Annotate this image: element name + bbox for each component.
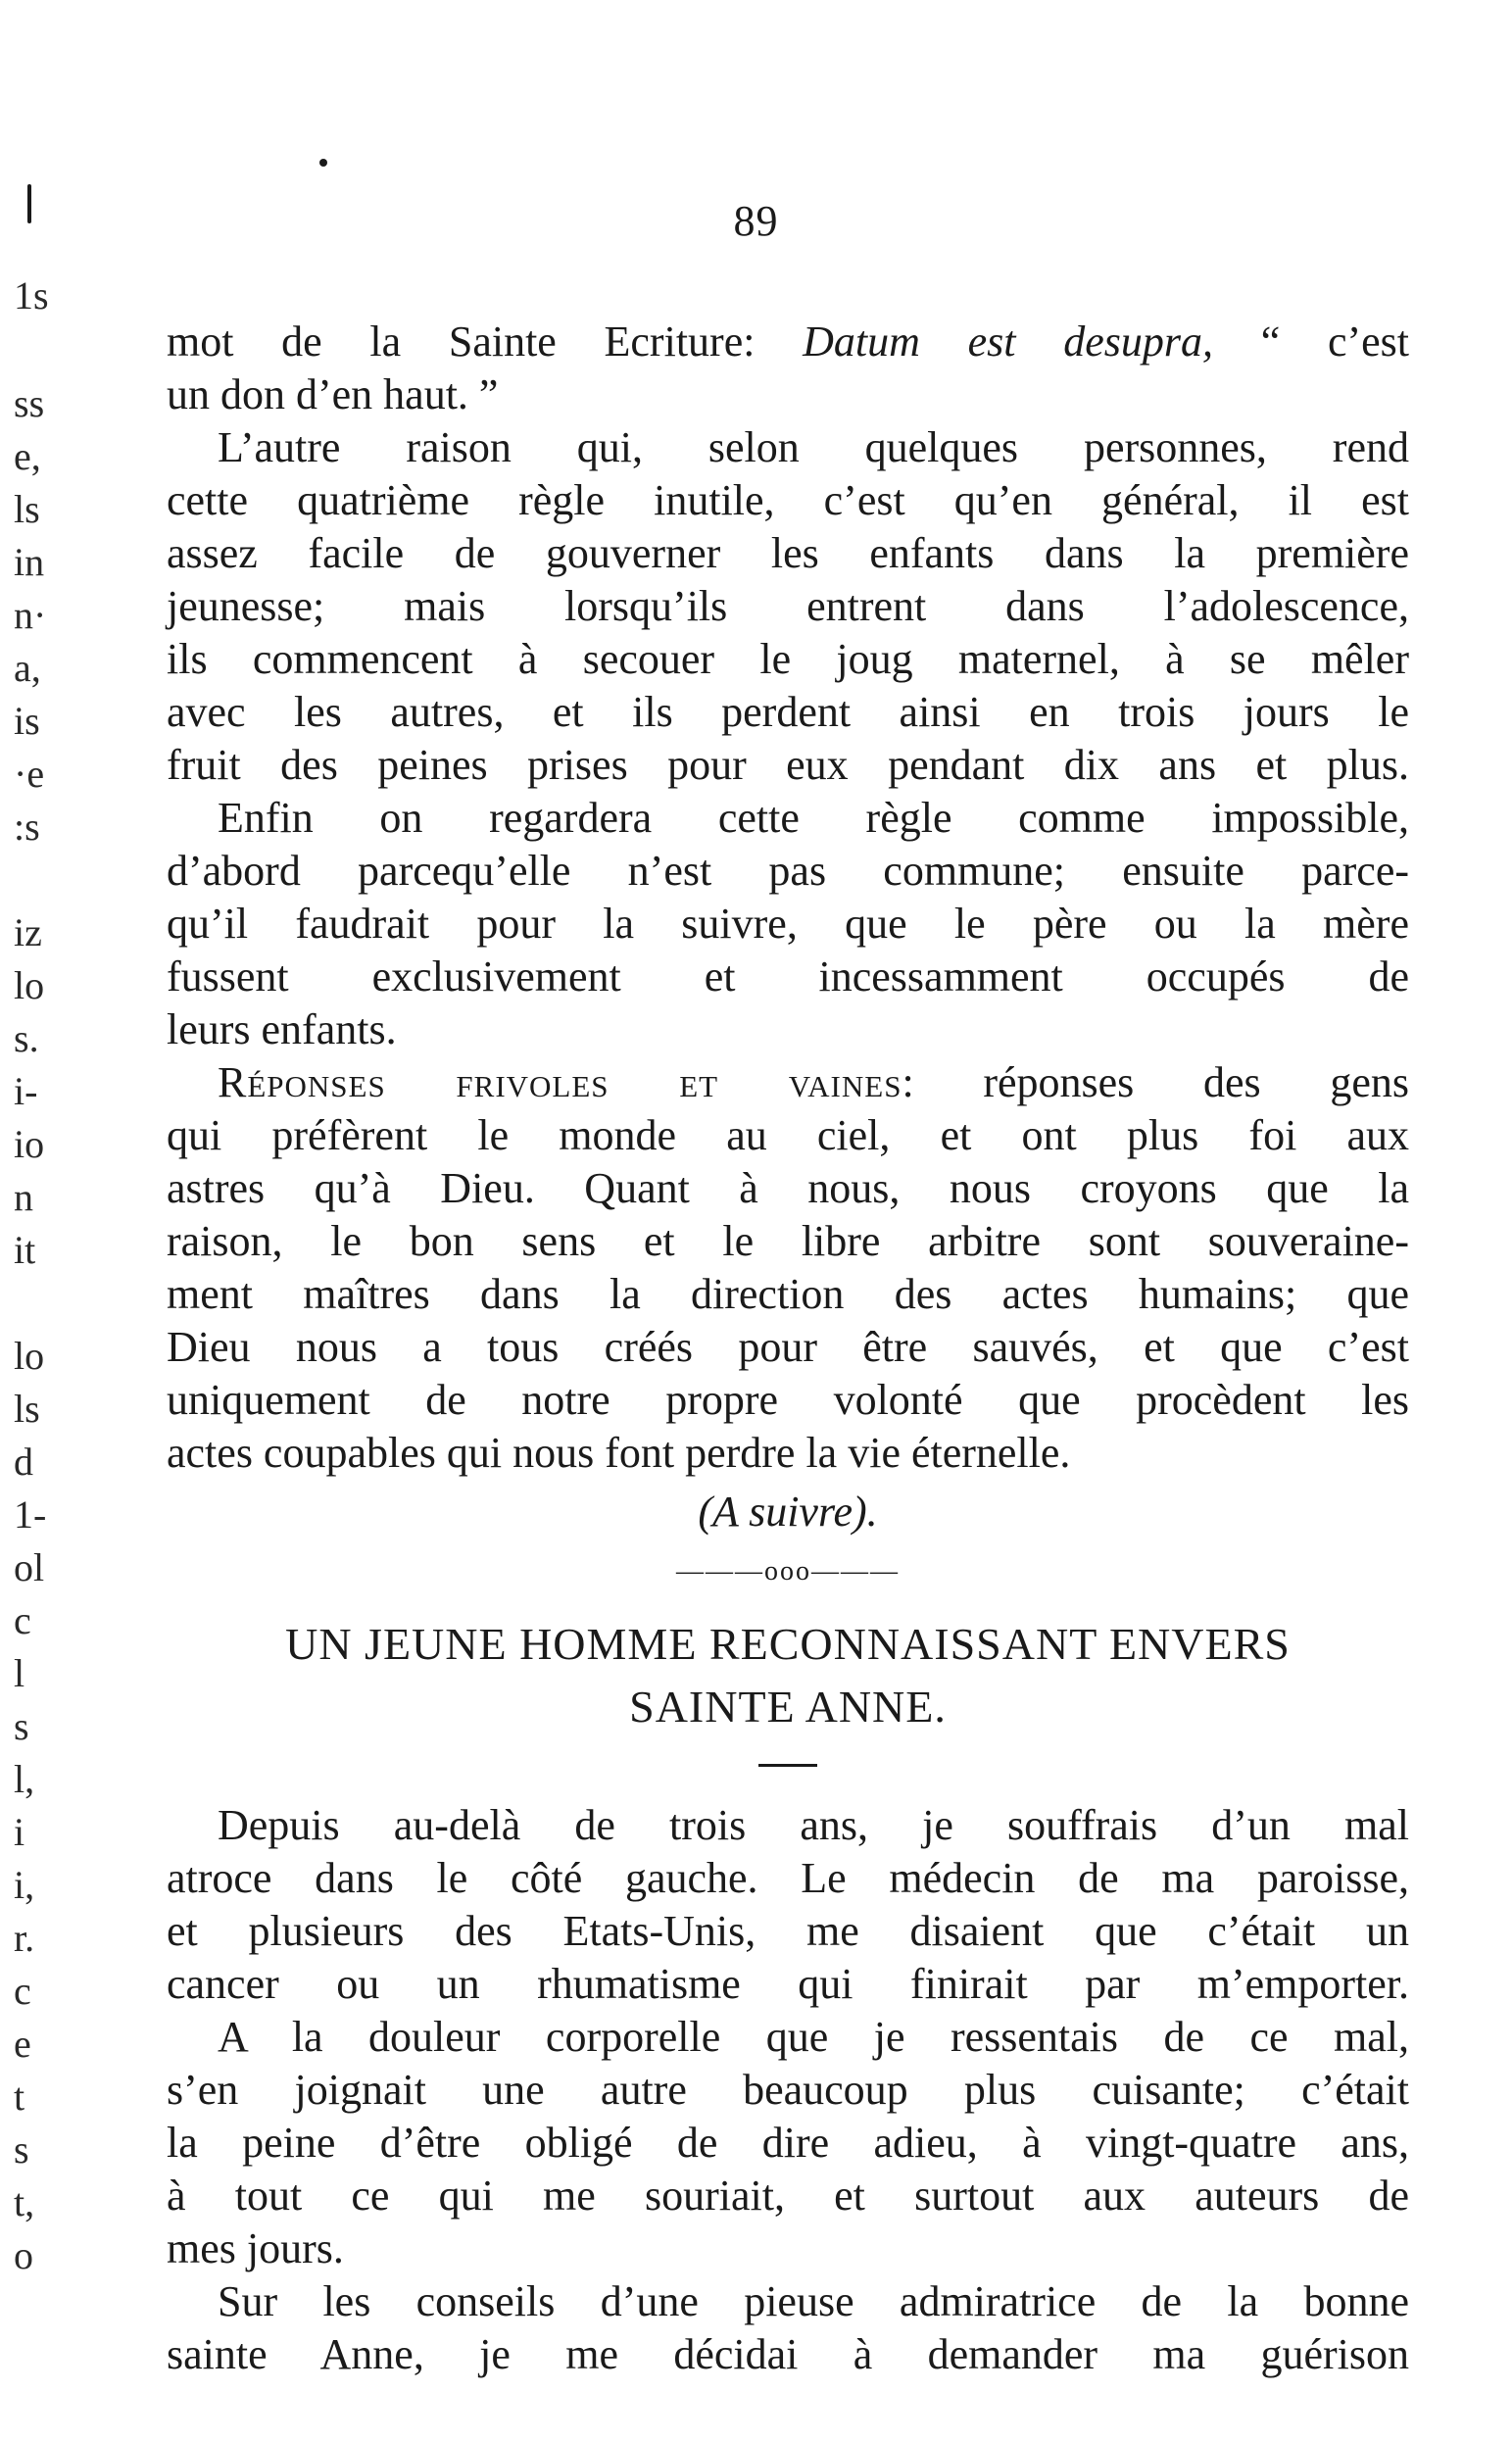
text-fragment: : réponses des gens [902, 1058, 1409, 1106]
text-line: d’abord parcequ’elle n’est pas commune; ensuite parce- [167, 847, 1409, 895]
text-line [167, 316, 1409, 368]
text-line: un don d’en haut. ” [167, 370, 499, 418]
text-line [167, 1056, 1409, 1109]
gutter-fragment: n· [14, 593, 47, 637]
gutter-fragment: ls [14, 1387, 40, 1431]
text-line: atroce dans le côté gauche. Le médecin de ma paroisse, [167, 1854, 1409, 1902]
gutter-fragment: t [14, 2075, 25, 2119]
gutter-fragment: d [14, 1440, 33, 1484]
latin-quote: Datum est desupra, [803, 317, 1213, 366]
gutter-fragment: i [14, 1810, 25, 1854]
text-line: et plusieurs des Etats-Unis, me disaient que c’était un [167, 1907, 1409, 1955]
text-fragment: mot de la Sainte Ecriture: [167, 317, 804, 366]
text-line: Depuis au-delà de trois ans, je souffrais d’un mal [218, 1801, 1409, 1849]
text-line: fussent exclusivement et incessamment occupés de [167, 952, 1409, 1001]
article-title: UN JEUNE HOMME RECONNAISSANT ENVERS [285, 1619, 1291, 1669]
small-caps-heading: Réponses frivoles et vaines [218, 1058, 902, 1106]
text-line: raison, le bon sens et le libre arbitre sont souveraine- [167, 1217, 1409, 1265]
gutter-fragment: ol [14, 1545, 45, 1589]
gutter-fragment: lo [14, 1334, 45, 1378]
gutter-fragment: l, [14, 1757, 35, 1801]
gutter-fragment: lo [14, 963, 45, 1007]
gutter-fragment: ss [14, 381, 45, 425]
text-line: ment maîtres dans la direction des actes humains; que [167, 1270, 1409, 1318]
text-line: leurs enfants. [167, 1005, 397, 1053]
gutter-fragment: 1- [14, 1492, 47, 1537]
text-line: L’autre raison qui, selon quelques personnes, rend [218, 423, 1409, 471]
gutter-fragment: l [14, 1651, 25, 1695]
article-title: SAINTE ANNE. [629, 1682, 947, 1732]
text-line: Dieu nous a tous créés pour être sauvés, et que c’est [167, 1323, 1409, 1371]
gutter-fragment: 1s [14, 273, 49, 317]
gutter-fragment: ls [14, 487, 40, 531]
text-line: Enfin on regardera cette règle comme impossible, [218, 794, 1409, 842]
gutter-fragment: o [14, 2233, 33, 2277]
scan-speck [319, 159, 327, 167]
text-line: Sur les conseils d’une pieuse admiratrice de la bonne [218, 2277, 1409, 2325]
text-line: qu’il faudrait pour la suivre, que le père ou la mère [167, 900, 1409, 948]
gutter-fragment: s [14, 2127, 29, 2172]
text-line: A la douleur corporelle que je ressentais de ce mal, [218, 2013, 1409, 2061]
text-line: mes jours. [167, 2224, 344, 2272]
text-line: la peine d’être obligé de dire adieu, à vingt-quatre ans, [167, 2119, 1409, 2167]
gutter-fragment: a, [14, 646, 41, 690]
gutter-fragment: it [14, 1228, 36, 1272]
text-line: avec les autres, et ils perdent ainsi en trois jours le [167, 688, 1409, 736]
gutter-fragment: i- [14, 1069, 38, 1113]
gutter-fragment: is [14, 699, 40, 743]
gutter-fragment: r. [14, 1916, 35, 1960]
text-line: assez facile de gouverner les enfants dans la première [167, 529, 1409, 577]
gutter-fragment: s. [14, 1016, 39, 1060]
text-line: fruit des peines prises pour eux pendant dix ans et plus. [167, 741, 1409, 789]
text-line: s’en joignait une autre beaucoup plus cuisante; c’était [167, 2066, 1409, 2114]
gutter-fragment: e, [14, 434, 41, 478]
text-line: uniquement de notre propre volonté que procèdent les [167, 1376, 1409, 1424]
gutter-fragment: iz [14, 910, 42, 954]
gutter-fragment: ·e [14, 752, 45, 796]
gutter-fragment: n [14, 1175, 33, 1219]
title-rule [758, 1764, 817, 1767]
facing-page-gutter [14, 0, 73, 2441]
gutter-fragment: c [14, 1598, 31, 1642]
gutter-fragment: c [14, 1969, 31, 2013]
text-fragment: “ c’est [1213, 317, 1409, 366]
gutter-fragment: i, [14, 1863, 35, 1907]
text-line: cette quatrième règle inutile, c’est qu’en général, il est [167, 476, 1409, 524]
page-number: 89 [733, 197, 779, 245]
text-line: à tout ce qui me souriait, et surtout aux auteurs de [167, 2172, 1409, 2220]
text-line: sainte Anne, je me décidai à demander ma guérison [167, 2330, 1409, 2378]
to-be-continued: (A suivre). [698, 1488, 878, 1536]
gutter-fragment: s [14, 1704, 29, 1748]
gutter-fragment: e [14, 2022, 31, 2066]
gutter-fragment: t, [14, 2180, 35, 2224]
text-line: jeunesse; mais lorsqu’ils entrent dans l’adolescence, [167, 582, 1409, 630]
gutter-fragment: io [14, 1122, 45, 1166]
gutter-fragment: :s [14, 805, 40, 849]
section-divider: ———ooo——— [676, 1556, 900, 1587]
gutter-fragment: in [14, 540, 45, 584]
text-line: astres qu’à Dieu. Quant à nous, nous croyons que la [167, 1164, 1409, 1212]
text-line: cancer ou un rhumatisme qui finirait par m’emporter. [167, 1960, 1409, 2008]
text-line: actes coupables qui nous font perdre la vie éternelle. [167, 1429, 1071, 1477]
text-line: qui préfèrent le monde au ciel, et ont plus foi aux [167, 1111, 1409, 1159]
text-line: ils commencent à secouer le joug maternel, à se mêler [167, 635, 1409, 683]
